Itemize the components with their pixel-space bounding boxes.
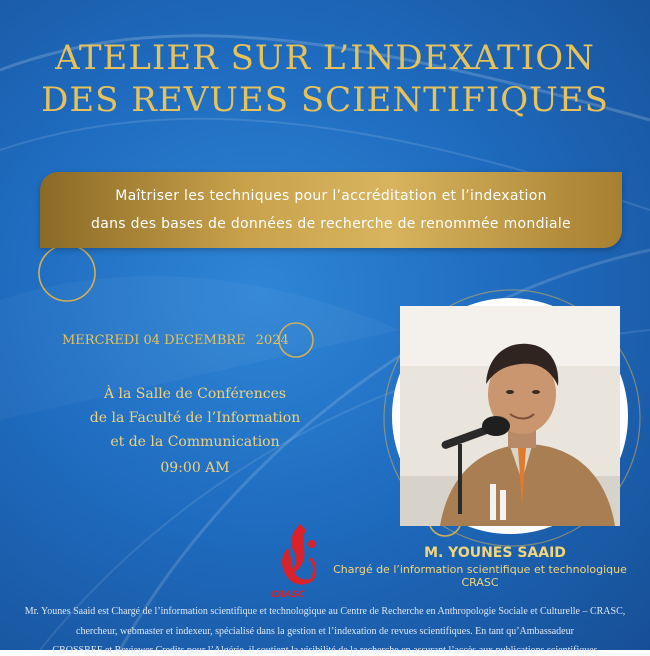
bio-line-3: CROSSREF et Reviewer Credits pour l’Algérie, il soutient la visibilité de la recherche en assurant l’accès aux publications scientifiques	[52, 645, 598, 656]
date-day: MERCREDI 04 DECEMBRE	[62, 333, 246, 348]
event-date	[62, 333, 289, 348]
venue-line-3: et de la Communication	[110, 434, 280, 450]
speaker-name: M. YOUNES SAAID	[424, 545, 566, 561]
title-line-1: ATELIER SUR L’INDEXATION	[55, 38, 595, 78]
bio-line-1: Mr. Younes Saaid est Chargé de l’information scientifique et technologique au Centre de Recherche en Anthropologie Sociale et Culturelle – CRASC,	[24, 606, 626, 617]
speaker-role-line-1: Chargé de l’information scientifique et technologique	[333, 563, 627, 576]
crasc-logo-text: CRASC	[271, 590, 305, 600]
banner-line-1: Maîtriser les techniques pour l’accréditation et l’indexation	[115, 188, 547, 204]
banner-line-2: dans des bases de données de recherche de renommée mondiale	[91, 216, 571, 232]
subtitle-banner	[40, 172, 622, 248]
speaker-portrait-illustration	[400, 306, 620, 526]
title-line-2: DES REVUES SCIENTIFIQUES	[41, 80, 609, 120]
event-time: 09:00 AM	[160, 460, 230, 476]
date-year: 2024	[255, 333, 289, 348]
speaker-photo	[400, 306, 620, 526]
venue-line-2: de la Faculté de l’Information	[89, 410, 301, 426]
venue-line-1: À la Salle de Conférences	[103, 386, 287, 402]
speaker-role-line-2: CRASC	[461, 576, 499, 589]
bio-line-2: chercheur, webmaster et indexeur, spécialisé dans la gestion et l’indexation de revues scientifiques. En tant qu’Ambassadeur	[76, 626, 574, 637]
